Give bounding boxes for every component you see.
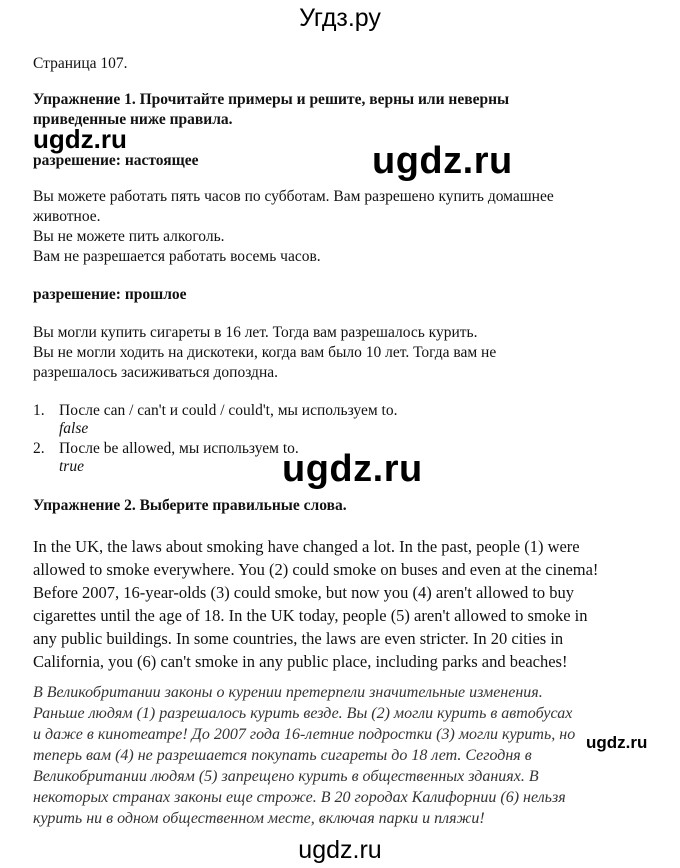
english-line-5: any public buildings. In some countries, the laws are even stricter. In 20 cities in — [33, 629, 564, 648]
translation-line-4: теперь вам (4) не разрешается покупать сигареты до 18 лет. Сегодня в — [33, 747, 532, 764]
present-line-1: Вы можете работать пять часов по субботам. Вам разрешено купить домашнее — [33, 188, 554, 205]
rule-1-number: 1. — [33, 402, 45, 419]
english-line-6: California, you (6) can't smoke in any public place, including parks and beaches! — [33, 652, 568, 671]
past-line-2: Вы не могли ходить на дискотеки, когда вам было 10 лет. Тогда вам не — [33, 344, 497, 361]
present-line-3: Вы не можете пить алкоголь. — [33, 228, 225, 245]
exercise-1-title-line-2: приведенные ниже правила. — [33, 111, 233, 128]
page-label: Страница 107. — [33, 55, 128, 72]
translation-line-1: В Великобритании законы о курении претерпели значительные изменения. — [33, 684, 543, 701]
english-line-1: In the UK, the laws about smoking have changed a lot. In the past, people (1) were — [33, 537, 580, 556]
rule-1-answer: false — [59, 420, 89, 437]
footer-watermark: ugdz.ru — [298, 836, 382, 864]
watermark-2: ugdz.ru — [372, 140, 513, 182]
rule-2-text: После be allowed, мы используем to. — [59, 440, 299, 457]
english-line-3: Before 2007, 16-year-olds (3) could smoke, but now you (4) aren't allowed to buy — [33, 583, 575, 602]
watermark-4: ugdz.ru — [586, 733, 648, 752]
english-line-4: cigarettes until the age of 18. In the UK today, people (5) aren't allowed to smoke in — [33, 606, 588, 625]
present-line-2: животное. — [33, 208, 101, 225]
translation-line-7: курить ни в одном общественном месте, включая парки и пляжи! — [33, 810, 485, 827]
translation-line-2: Раньше людям (1) разрешалось курить везде. Вы (2) могли курить в автобусах — [33, 705, 573, 722]
rule-2-answer: true — [59, 458, 84, 475]
past-line-3: разрешалось засиживаться допоздна. — [33, 364, 278, 381]
site-header: Угдз.ру — [299, 4, 381, 32]
exercise-2-title: Упражнение 2. Выберите правильные слова. — [33, 497, 347, 514]
english-line-2: allowed to smoke everywhere. You (2) could smoke on buses and even at the cinema! — [33, 560, 599, 579]
rule-1-text: После can / can't и could / could't, мы используем to. — [59, 402, 398, 419]
past-line-1: Вы могли купить сигареты в 16 лет. Тогда вам разрешалось курить. — [33, 324, 478, 341]
watermark-3: ugdz.ru — [282, 448, 423, 490]
rule-2-number: 2. — [33, 440, 45, 457]
watermark-1: ugdz.ru — [33, 124, 127, 154]
present-line-4: Вам не разрешается работать восемь часов. — [33, 248, 321, 265]
present-heading: разрешение: настоящее — [33, 152, 199, 169]
exercise-1-title-line-1: Упражнение 1. Прочитайте примеры и решите, верны или неверны — [33, 91, 510, 108]
translation-line-6: некоторых странах законы еще строже. В 20 городах Калифорнии (6) нельзя — [33, 789, 566, 806]
translation-line-3: и даже в кинотеатре! До 2007 года 16-летние подростки (3) могли курить, но — [33, 726, 576, 743]
past-heading: разрешение: прошлое — [33, 286, 187, 303]
translation-line-5: Великобритании людям (5) запрещено курить в общественных зданиях. В — [33, 768, 539, 785]
